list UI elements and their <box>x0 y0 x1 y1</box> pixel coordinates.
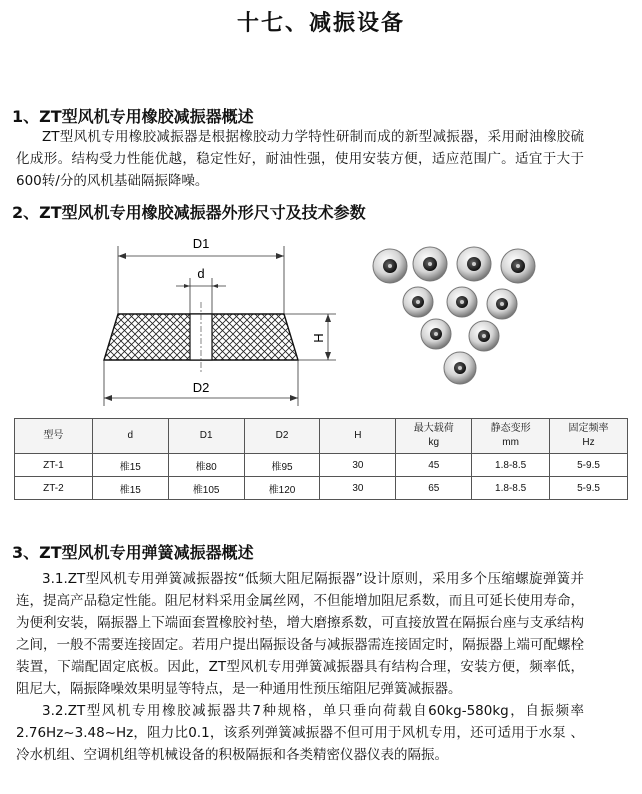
cell-d2: 椎95 <box>244 454 320 477</box>
header-static-deformation: 静态变形 mm <box>472 419 550 454</box>
header-h: H <box>320 419 396 454</box>
cell-max-load: 45 <box>396 454 472 477</box>
section1-text: ZT型风机专用橡胶减振器是根据橡胶动力学特性研制而成的新型减振器，采用耐油橡胶硫化成形。结构受力性能优越，稳定性好，耐油性强，使用安装方便，适应范围广。适宜于大于600转/分的风机基础隔振降噪。 <box>16 129 584 189</box>
cell-natural-frequency: 5-9.5 <box>550 454 628 477</box>
section1-paragraph <box>16 126 584 192</box>
dimension-drawing <box>86 222 356 414</box>
header-max-load: 最大载荷 kg <box>396 419 472 454</box>
header-natural-frequency: 固定频率 Hz <box>550 419 628 454</box>
cell-model: ZT-2 <box>15 477 93 500</box>
table-row <box>15 454 628 477</box>
cell-h: 30 <box>320 454 396 477</box>
table-header-row <box>15 419 628 454</box>
product-photo <box>372 244 550 390</box>
section1-heading: 1、ZT型风机专用橡胶减振器概述 <box>12 107 254 126</box>
cell-h: 30 <box>320 477 396 500</box>
cell-static-deformation: 1.8-8.5 <box>472 454 550 477</box>
damper-group <box>373 247 535 384</box>
d1-label: D1 <box>192 236 210 251</box>
cell-d: 椎15 <box>92 477 168 500</box>
section3-heading: 3、ZT型风机专用弹簧减振器概述 <box>12 543 254 562</box>
cell-static-deformation: 1.8-8.5 <box>472 477 550 500</box>
header-d1: D1 <box>168 419 244 454</box>
cell-max-load: 65 <box>396 477 472 500</box>
spec-table <box>14 418 628 500</box>
section3-body <box>16 568 584 766</box>
d-label: d <box>197 266 205 281</box>
cell-natural-frequency: 5-9.5 <box>550 477 628 500</box>
d2-label: D2 <box>192 380 210 395</box>
h-label: H <box>311 333 326 343</box>
table-row <box>15 477 628 500</box>
cell-d1: 椎105 <box>168 477 244 500</box>
section3-paragraph-2: 3.2.ZT型风机专用橡胶减振器共7种规格，单只垂向荷载自60kg-580kg，自振频率2.76Hz~3.48~Hz，阻力比0.1，该系列弹簧减振器不但可用于风机专用，还可适用于水泵 、冷水机组、空调机组等机械设备的积极隔振和各类精密仪器仪表的隔振。 <box>16 703 584 763</box>
cell-d: 椎15 <box>92 454 168 477</box>
header-d2: D2 <box>244 419 320 454</box>
header-model: 型号 <box>15 419 93 454</box>
page-title: 十七、减振设备 <box>236 11 405 36</box>
header-d: d <box>92 419 168 454</box>
cell-model: ZT-1 <box>15 454 93 477</box>
cell-d2: 椎120 <box>244 477 320 500</box>
section3-paragraph-1: 3.1.ZT型风机专用弹簧减振器按“低频大阻尼隔振器”设计原则，采用多个压缩螺旋弹簧并连，提高产品稳定性能。阻尼材料采用金属丝网，不但能增加阻尼系数，而且可延长使用寿命，为便利安装，隔振器上下端面套置橡胶衬垫，增大磨擦系数，可直接放置在隔振台座与支承结构之间，一般不需要连接固定。若用户提出隔振设备与减振器需连接固定时，隔振器上端可配螺栓装置，下端配固定底板。因此，ZT型风机专用弹簧减振器具有结构合理，安装方便，频率低，阻尼大，隔振降噪效果明显等特点，是一种通用性预压缩阻尼弹簧减振器。 <box>16 571 584 697</box>
cell-d1: 椎80 <box>168 454 244 477</box>
section2-heading: 2、ZT型风机专用橡胶减振器外形尺寸及技术参数 <box>12 203 366 222</box>
